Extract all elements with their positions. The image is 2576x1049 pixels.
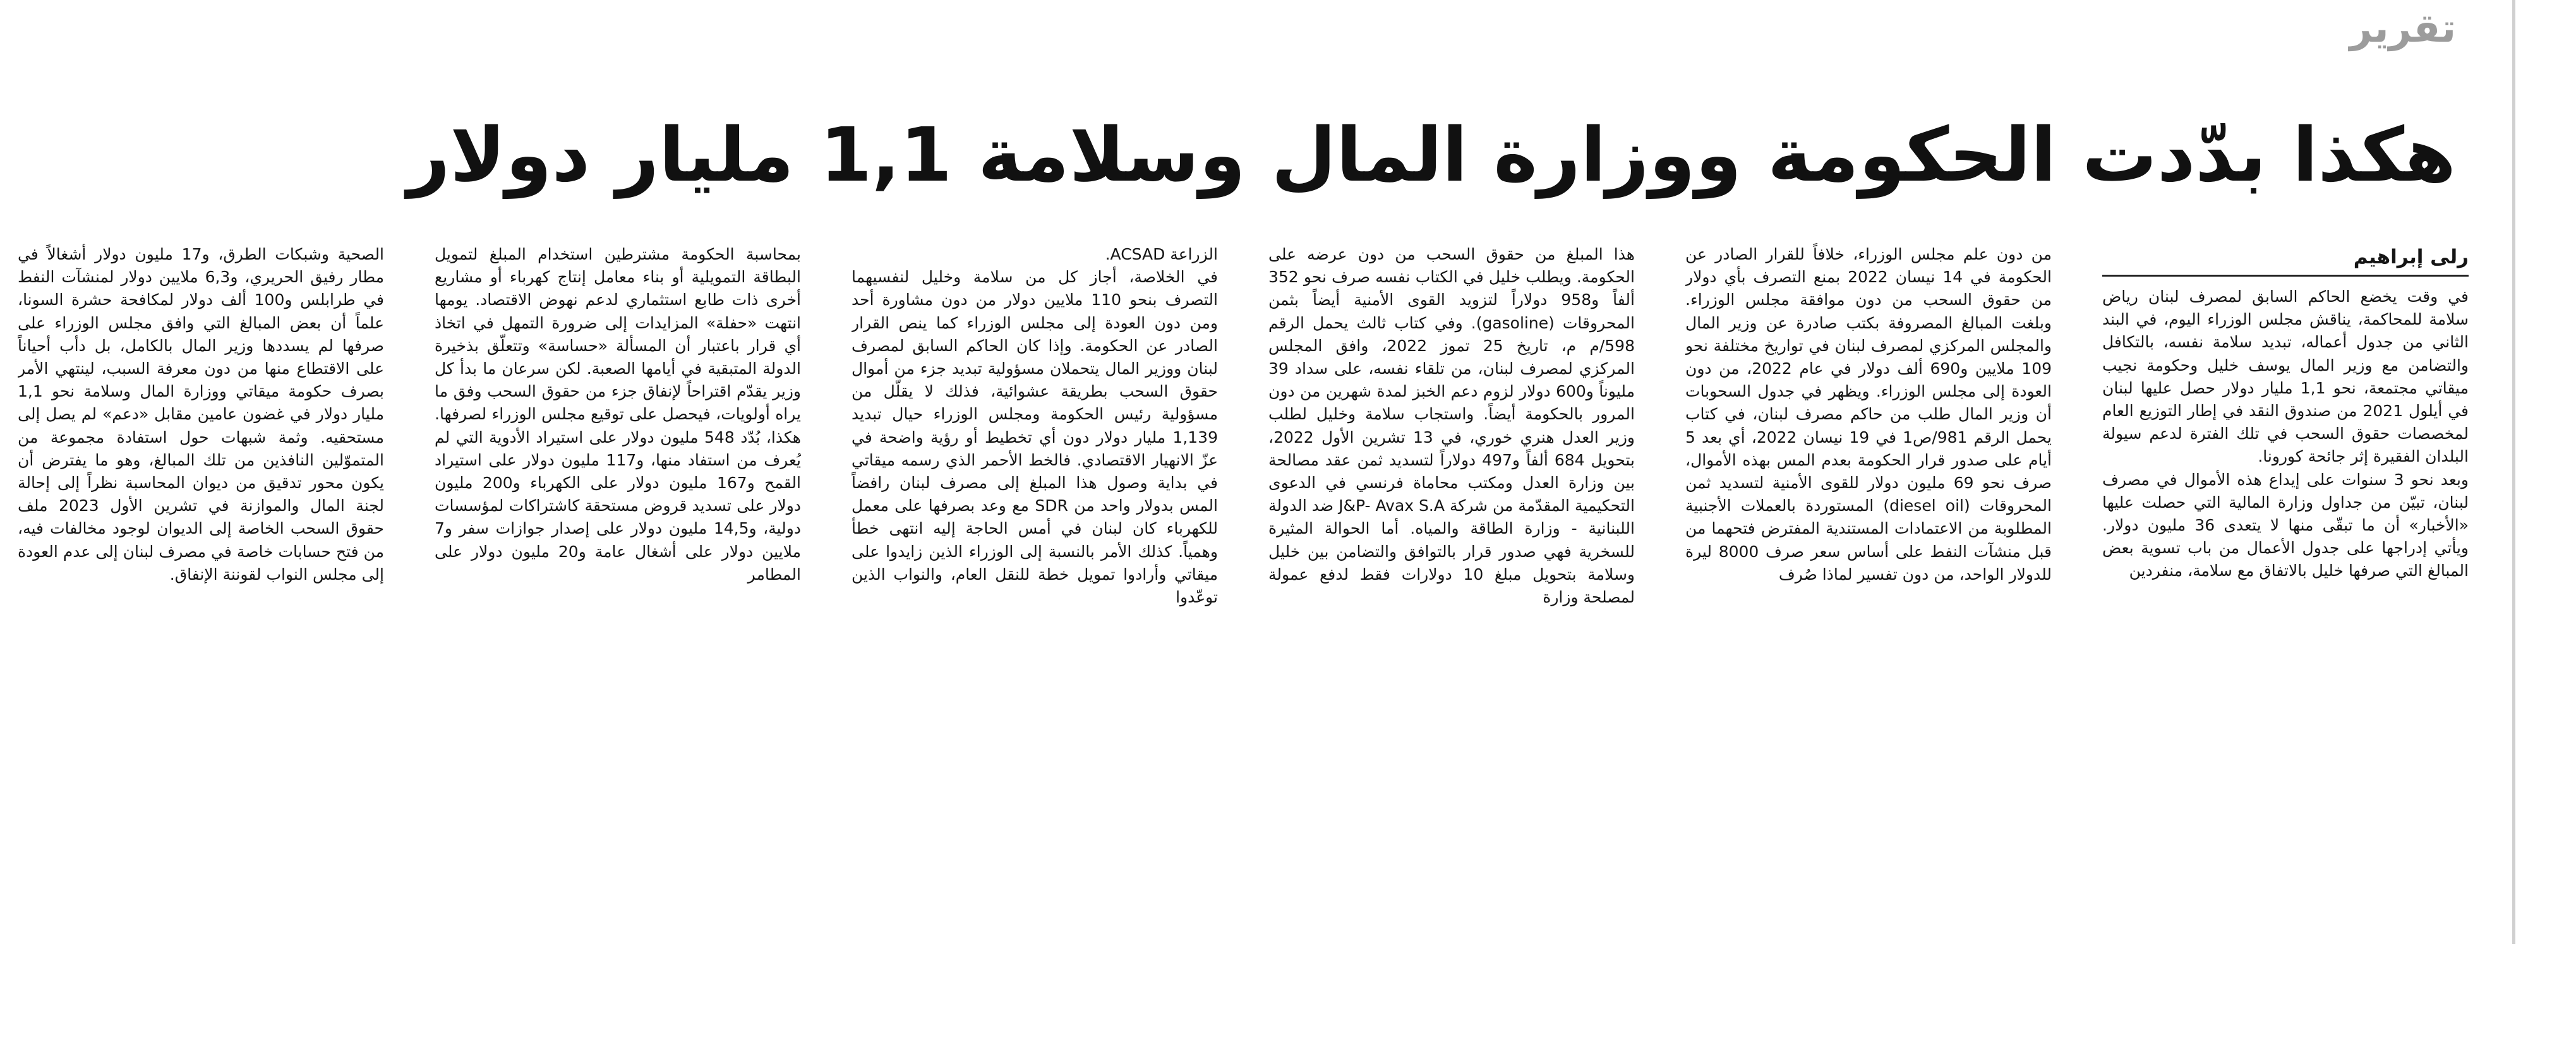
- paragraph: الصحية وشبكات الطرق، و17 مليون دولار أشغالاً في مطار رفيق الحريري، و6,3 ملايين دولار لمنشآت النفط في طرابلس و100 ألف دولار لمكافحة حشرة السونا، علماً أن بعض المبالغ التي وافق مجلس الوزراء على صرفها لم يسددها وزير المال بالكامل، بل دأب أحياناً على الاقتطاع منها من دون معرفة السبب، لينتهي الأمر بصرف حكومة ميقاتي ووزارة المال وسلامة نحو 1,1 مليار دولار في غضون عامين مقابل «دعم» لم يصل إلى مستحقيه. وثمة شبهات حول استفادة مجموعة من المتموّلين النافذين من تلك المبالغ، وهو ما يفترض أن يكون محور تدقيق من ديوان المحاسبة نظراً إلى إحالة لجنة المال والموازنة في تشرين الأول 2023 ملف حقوق السحب الخاصة إلى الديوان لوجود مخالفات فيه، من فتح حسابات خاصة في مصرف لبنان إلى عدم العودة إلى مجلس النواب لقوننة الإنفاق.: [18, 245, 384, 584]
- byline-block: [2102, 243, 2469, 277]
- column-4: [852, 243, 1218, 938]
- column-3: [1268, 243, 1635, 938]
- section-label: تقرير: [2349, 5, 2456, 51]
- column-6: [18, 243, 384, 938]
- paragraph: في وقت يخضع الحاكم السابق لمصرف لبنان رياض سلامة للمحاكمة، يناقش مجلس الوزراء اليوم، في البند الثاني من جدول أعماله، تبديد سلامة نفسه، بالتكافل والتضامن مع وزير المال يوسف خليل وحكومة نجيب ميقاتي مجتمعة، نحو 1,1 مليار دولار حصل عليها لبنان في أيلول 2021 من صندوق النقد في إطار التوزيع العام لمخصصات حقوق السحب في تلك الفترة لدعم سيولة البلدان الفقيرة إثر جائحة كورونا.: [2102, 287, 2469, 466]
- article-body: [18, 243, 2469, 938]
- column-5: [435, 243, 801, 938]
- paragraph: من دون علم مجلس الوزراء، خلافاً للقرار الصادر عن الحكومة في 14 نيسان 2022 بمنع التصرف بأي دولار من حقوق السحب من دون موافقة مجلس الوزراء. وبلغت المبالغ المصروفة بكتب صادرة عن وزير المال والمجلس المركزي لمصرف لبنان في تواريخ مختلفة نحو 109 ملايين و690 ألف دولار في عام 2022، من دون العودة إلى مجلس الوزراء. ويظهر في جدول السحوبات أن وزير المال طلب من حاكم مصرف لبنان، في كتاب يحمل الرقم 981/ص1 في 19 نيسان 2022، أي بعد 5 أيام على صدور قرار الحكومة بعدم المس بهذه الأموال، صرف نحو 69 مليون دولار للقوى الأمنية لتسديد ثمن المحروقات (diesel oil) المستوردة بالعملات الأجنبية المطلوبة من الاعتمادات المستندية المفترض فتحهما من قبل منشآت النفط على أساس سعر صرف 8000 ليرة للدولار الواحد، من دون تفسير لماذا صُرف: [1685, 245, 2052, 584]
- column-2: [1685, 243, 2052, 938]
- column-1: [2102, 243, 2469, 938]
- paragraph: وبعد نحو 3 سنوات على إيداع هذه الأموال في مصرف لبنان، تبيّن من جداول وزارة المالية التي حصلت عليها «الأخبار» أن ما تبقّى منها لا يتعدى 36 مليون دولار. ويأتي إدراجها على جدول الأعمال من باب تسوية بعض المبالغ التي صرفها خليل بالاتفاق مع سلامة، منفردين: [2102, 470, 2469, 580]
- headline: هكذا بدّدت الحكومة ووزارة المال وسلامة 1,1 مليار دولار: [407, 111, 2456, 198]
- byline: رلى إبراهيم: [2102, 243, 2469, 277]
- paragraph: بمحاسبة الحكومة مشترطين استخدام المبلغ لتمويل البطاقة التمويلية أو بناء معامل إنتاج كهرباء أو مشاريع أخرى ذات طابع استثماري لدعم نهوض الاقتصاد. يومها انتهت «حفلة» المزايدات إلى ضرورة التمهل في اتخاذ أي قرار باعتبار أن المسألة «حساسة» وتتعلّق بذخيرة الدولة المتبقية في أيامها الصعبة. لكن سرعان ما بدأ كل وزير يقدّم اقتراحاً لإنفاق جزء من حقوق السحب وفق ما يراه أولويات، فيحصل على توقيع مجلس الوزراء لصرفها. هكذا، بُدّد 548 مليون دولار على استيراد الأدوية التي لم يُعرف من استفاد منها، و117 مليون دولار على استيراد القمح و167 مليون دولار على الكهرباء و200 مليون دولار على تسديد قروض مستحقة كاشتراكات لمؤسسات دولية، و14,5 مليون دولار على إصدار جوازات سفر و7 ملايين دولار على أشغال عامة و20 مليون دولار على المطامر: [435, 245, 801, 584]
- column-divider: [2512, 0, 2515, 944]
- paragraph: الزراعة ACSAD.: [1105, 245, 1218, 263]
- paragraph: هذا المبلغ من حقوق السحب من دون عرضه على الحكومة. ويطلب خليل في الكتاب نفسه صرف نحو 352 ألفاً و958 دولاراً لتزويد القوى الأمنية أيضاً بثمن المحروقات (gasoline). وفي كتاب ثالث يحمل الرقم 598/م م، تاريخ 25 تموز 2022، وافق المجلس المركزي لمصرف لبنان، من تلقاء نفسه، على سداد 39 مليوناً و600 دولار لزوم دعم الخبز لمدة شهرين من دون المرور بالحكومة أيضاً. واستجاب سلامة وخليل لطلب وزير العدل هنري خوري، في 13 تشرين الأول 2022، بتحويل 684 ألفاً و497 دولاراً لتسديد ثمن عقد مصالحة بين وزارة العدل ومكتب محاماة فرنسي في الدعوى التحكيمية المقدّمة من شركة J&P- Avax S.A ضد الدولة اللبنانية - وزارة الطاقة والمياه. أما الحوالة المثيرة للسخرية فهي صدور قرار بالتوافق والتضامن بين خليل وسلامة بتحويل مبلغ 10 دولارات فقط لدفع عمولة لمصلحة وزارة: [1268, 245, 1635, 607]
- paragraph: في الخلاصة، أجاز كل من سلامة وخليل لنفسيهما التصرف بنحو 110 ملايين دولار من دون مشاورة أحد ومن دون العودة إلى مجلس الوزراء كما ينص القرار الصادر عن الحكومة. وإذا كان الحاكم السابق لمصرف لبنان ووزير المال يتحملان مسؤولية تبديد جزء من أموال حقوق السحب بطريقة عشوائية، فذلك لا يقلّل من مسؤولية رئيس الحكومة ومجلس الوزراء حيال تبديد 1,139 مليار دولار دون أي تخطيط أو رؤية واضحة في عزّ الانهيار الاقتصادي. فالخط الأحمر الذي رسمه ميقاتي في بداية وصول هذا المبلغ إلى مصرف لبنان رافضاً المس بدولار واحد من SDR مع وعد بصرفها على معمل للكهرباء كان لبنان في أمس الحاجة إليه انتهى خطأ وهمياً. كذلك الأمر بالنسبة إلى الوزراء الذين زايدوا على ميقاتي وأرادوا تمويل خطة للنقل العام، والنواب الذين توعّدوا: [852, 268, 1218, 607]
